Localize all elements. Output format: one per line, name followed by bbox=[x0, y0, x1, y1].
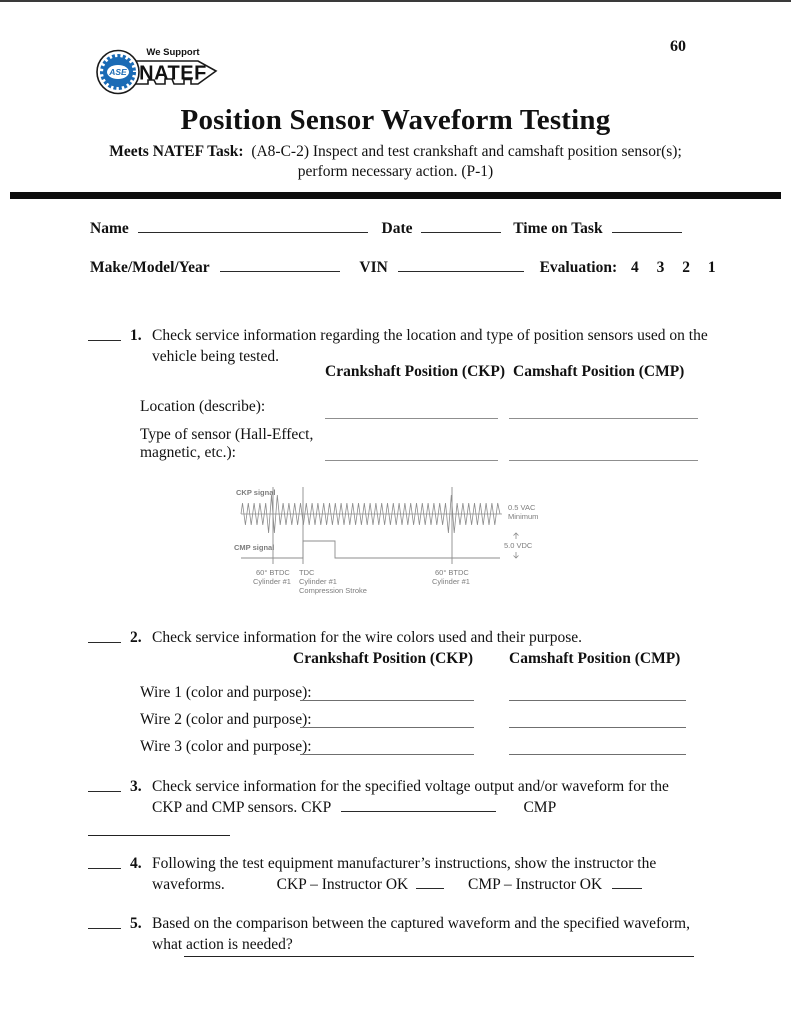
item-5-line1: Based on the comparison between the captured waveform and the specified waveform, bbox=[152, 915, 690, 932]
item-4-text bbox=[152, 853, 708, 895]
cmp-signal-label: CMP signal bbox=[234, 543, 275, 552]
check-blank-2[interactable] bbox=[88, 627, 121, 643]
natef-logo bbox=[94, 41, 218, 97]
page-top-edge bbox=[0, 0, 791, 2]
natef-task-line2: perform necessary action. (P-1) bbox=[297, 163, 494, 180]
evaluation-scores[interactable]: 4 3 2 1 bbox=[630, 259, 716, 276]
marker2-label-line3: Compression Stroke bbox=[299, 586, 367, 595]
ase-text: ASE bbox=[109, 67, 127, 77]
natef-task-line1 bbox=[0, 143, 791, 161]
wire-2-label: Wire 2 (color and purpose): bbox=[140, 711, 312, 728]
vin-input[interactable] bbox=[398, 258, 524, 272]
s1-cmp-header: Camshaft Position (CMP) bbox=[513, 363, 685, 380]
location-cmp-input[interactable] bbox=[509, 418, 698, 419]
item-2-text: Check service information for the wire colors used and their purpose. bbox=[152, 629, 582, 646]
sensor-type-label-line1: Type of sensor (Hall-Effect, bbox=[140, 426, 314, 443]
wire-3-label: Wire 3 (color and purpose): bbox=[140, 738, 312, 755]
s2-cmp-header: Camshaft Position (CMP) bbox=[509, 650, 681, 667]
item-5-number: 5. bbox=[130, 915, 142, 932]
item-4-ckp-ok-label: CKP – Instructor OK bbox=[276, 876, 409, 893]
wire-2-cmp-input[interactable] bbox=[509, 727, 686, 728]
marker3-label-line1: 60° BTDC bbox=[435, 568, 469, 577]
item-4-waveforms-word: waveforms. bbox=[152, 876, 225, 893]
name-input[interactable] bbox=[138, 219, 368, 233]
time-on-task-input[interactable] bbox=[612, 219, 682, 233]
page-number: 60 bbox=[670, 38, 686, 55]
check-blank-4[interactable] bbox=[88, 853, 121, 869]
identity-row bbox=[90, 219, 682, 238]
logo-natef-text: NATEF bbox=[139, 62, 207, 85]
cmp-instructor-ok-input[interactable] bbox=[612, 875, 642, 889]
ckp-voltage-input[interactable] bbox=[341, 798, 496, 812]
date-label: Date bbox=[381, 220, 413, 237]
ckp-signal-label: CKP signal bbox=[236, 488, 276, 497]
cmp-waveform bbox=[241, 541, 500, 558]
task-item-2 bbox=[88, 627, 708, 648]
marker3-label-line2: Cylinder #1 bbox=[432, 577, 470, 586]
location-ckp-input[interactable] bbox=[325, 418, 498, 419]
task-item-1 bbox=[88, 325, 708, 367]
waveform-diagram bbox=[228, 484, 562, 602]
wire-3-cmp-input[interactable] bbox=[509, 754, 686, 755]
item-3-line2-prefix: CKP and CMP sensors. CKP bbox=[152, 799, 331, 816]
wire-1-cmp-input[interactable] bbox=[509, 700, 686, 701]
item-2-number: 2. bbox=[130, 629, 142, 646]
wire-1-ckp-input[interactable] bbox=[300, 700, 474, 701]
s1-ckp-header: Crankshaft Position (CKP) bbox=[325, 363, 505, 380]
item-3-cmp-label: CMP bbox=[523, 799, 557, 816]
marker1-label-line2: Cylinder #1 bbox=[253, 577, 291, 586]
marker2-label-line2: Cylinder #1 bbox=[299, 577, 337, 586]
make-model-year-input[interactable] bbox=[220, 258, 340, 272]
marker2-label-line1: TDC bbox=[299, 568, 315, 577]
page-title: Position Sensor Waveform Testing bbox=[180, 104, 611, 136]
vac-label-line2: Minimum bbox=[508, 512, 539, 521]
item-3-text bbox=[152, 776, 708, 818]
item-5-text bbox=[152, 913, 708, 955]
cmp-voltage-input[interactable] bbox=[88, 835, 230, 836]
vac-label-line1: 0.5 VAC bbox=[508, 503, 536, 512]
check-blank-5[interactable] bbox=[88, 913, 121, 929]
item-3-line1: Check service information for the specified voltage output and/or waveform for the bbox=[152, 778, 669, 795]
wire-2-ckp-input[interactable] bbox=[300, 727, 474, 728]
wire-3-ckp-input[interactable] bbox=[300, 754, 474, 755]
task-item-4 bbox=[88, 853, 708, 895]
action-needed-input[interactable] bbox=[184, 956, 694, 957]
check-blank-3[interactable] bbox=[88, 776, 121, 792]
name-label: Name bbox=[90, 220, 129, 237]
check-blank-1[interactable] bbox=[88, 325, 121, 341]
item-1-text: Check service information regarding the location and type of position sensors used on the vehicle being tested. bbox=[152, 327, 708, 365]
ckp-instructor-ok-input[interactable] bbox=[416, 875, 444, 889]
task-item-3 bbox=[88, 776, 708, 818]
location-label: Location (describe): bbox=[140, 398, 266, 415]
wire-1-label: Wire 1 (color and purpose): bbox=[140, 684, 312, 701]
task-item-5 bbox=[88, 913, 708, 955]
task-text: (A8-C-2) Inspect and test crankshaft and camshaft position sensor(s); bbox=[251, 143, 682, 160]
item-4-number: 4. bbox=[130, 855, 142, 872]
vin-label: VIN bbox=[359, 259, 388, 276]
item-4-line1: Following the test equipment manufacturer’s instructions, show the instructor the bbox=[152, 855, 657, 872]
sensor-type-cmp-input[interactable] bbox=[509, 460, 698, 461]
date-input[interactable] bbox=[421, 219, 501, 233]
item-1-number: 1. bbox=[130, 327, 142, 344]
evaluation-label: Evaluation: bbox=[539, 259, 618, 276]
section-divider-rule bbox=[10, 192, 781, 199]
item-3-number: 3. bbox=[130, 778, 142, 795]
sensor-type-ckp-input[interactable] bbox=[325, 460, 498, 461]
logo-we-support-text: We Support bbox=[146, 47, 200, 58]
vdc-label: 5.0 VDC bbox=[504, 541, 533, 550]
item-4-cmp-ok-label: CMP – Instructor OK bbox=[467, 876, 603, 893]
sensor-type-label-line2: magnetic, etc.): bbox=[140, 444, 236, 461]
marker1-label-line1: 60° BTDC bbox=[256, 568, 290, 577]
task-label: Meets NATEF Task: bbox=[109, 143, 244, 160]
vehicle-row bbox=[90, 258, 716, 277]
s2-ckp-header: Crankshaft Position (CKP) bbox=[293, 650, 473, 667]
item-5-line2: what action is needed? bbox=[152, 936, 293, 953]
time-on-task-label: Time on Task bbox=[513, 220, 603, 237]
make-model-year-label: Make/Model/Year bbox=[90, 259, 210, 276]
